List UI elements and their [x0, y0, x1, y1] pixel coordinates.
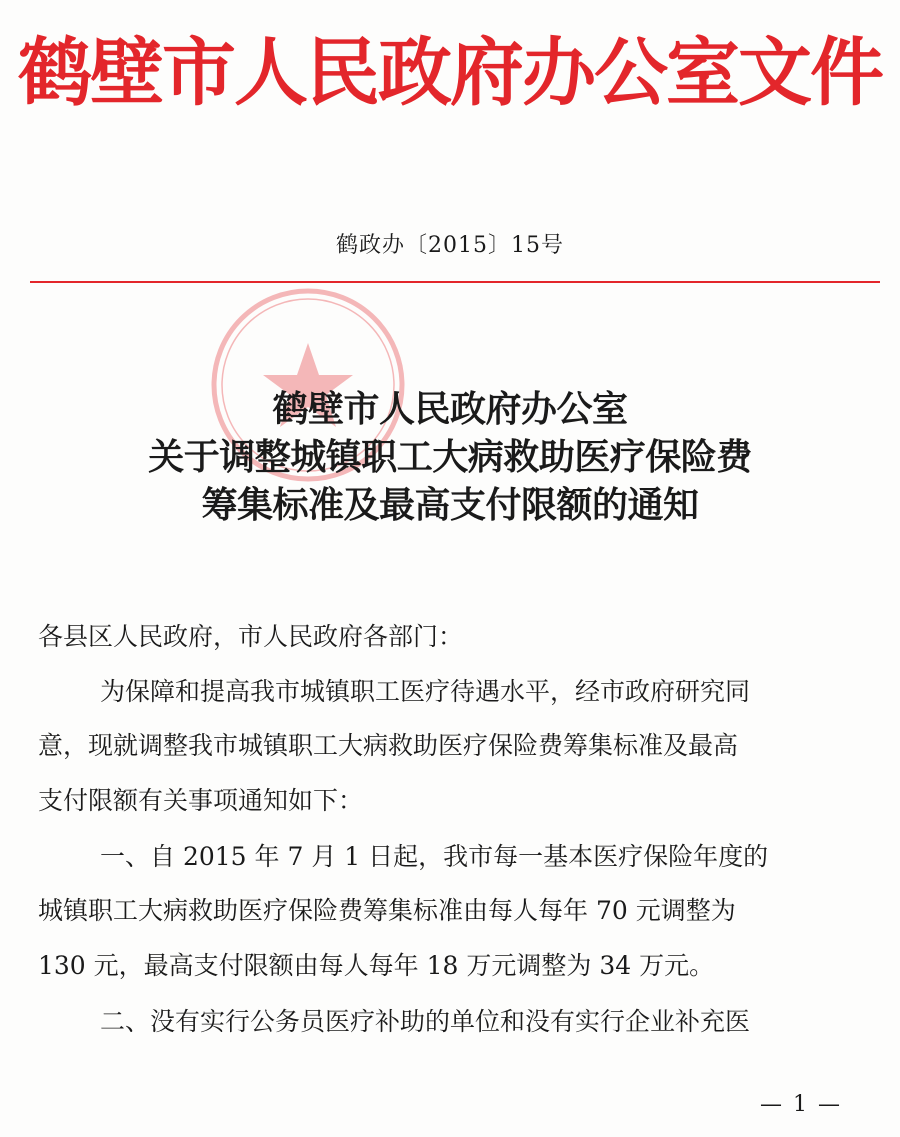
- notice-title-line-2: 关于调整城镇职工大病救助医疗保险费: [148, 437, 752, 478]
- paragraph-1-line-2: 意，现就调整我市城镇职工大病救助医疗保险费筹集标准及最高: [38, 731, 739, 760]
- paragraph-1-line-1: 为保障和提高我市城镇职工医疗待遇水平，经市政府研究同: [100, 677, 751, 706]
- document-number: 鹤政办〔2015〕15号: [336, 233, 564, 258]
- paragraph-2-line-3: 130 元，最高支付限额由每人每年 18 万元调整为 34 万元。: [38, 951, 715, 980]
- notice-title-line-1: 鹤壁市人民政府办公室: [272, 389, 628, 430]
- page-number: — 1 —: [760, 1092, 842, 1117]
- header-red-divider: [30, 281, 880, 283]
- addressee-line: 各县区人民政府，市人民政府各部门：: [38, 622, 464, 651]
- notice-title-line-3: 筹集标准及最高支付限额的通知: [201, 485, 699, 526]
- paragraph-2-line-1: 一、自 2015 年 7 月 1 日起，我市每一基本医疗保险年度的: [100, 842, 769, 871]
- document-header-title: 鹤壁市人民政府办公室文件: [18, 30, 882, 116]
- paragraph-1-line-3: 支付限额有关事项通知如下：: [38, 786, 364, 815]
- paragraph-3-line-1: 二、没有实行公务员医疗补助的单位和没有实行企业补充医: [100, 1007, 751, 1036]
- notice-title: [0, 386, 900, 530]
- paragraph-2-line-2: 城镇职工大病救助医疗保险费筹集标准由每人每年 70 元调整为: [38, 896, 736, 925]
